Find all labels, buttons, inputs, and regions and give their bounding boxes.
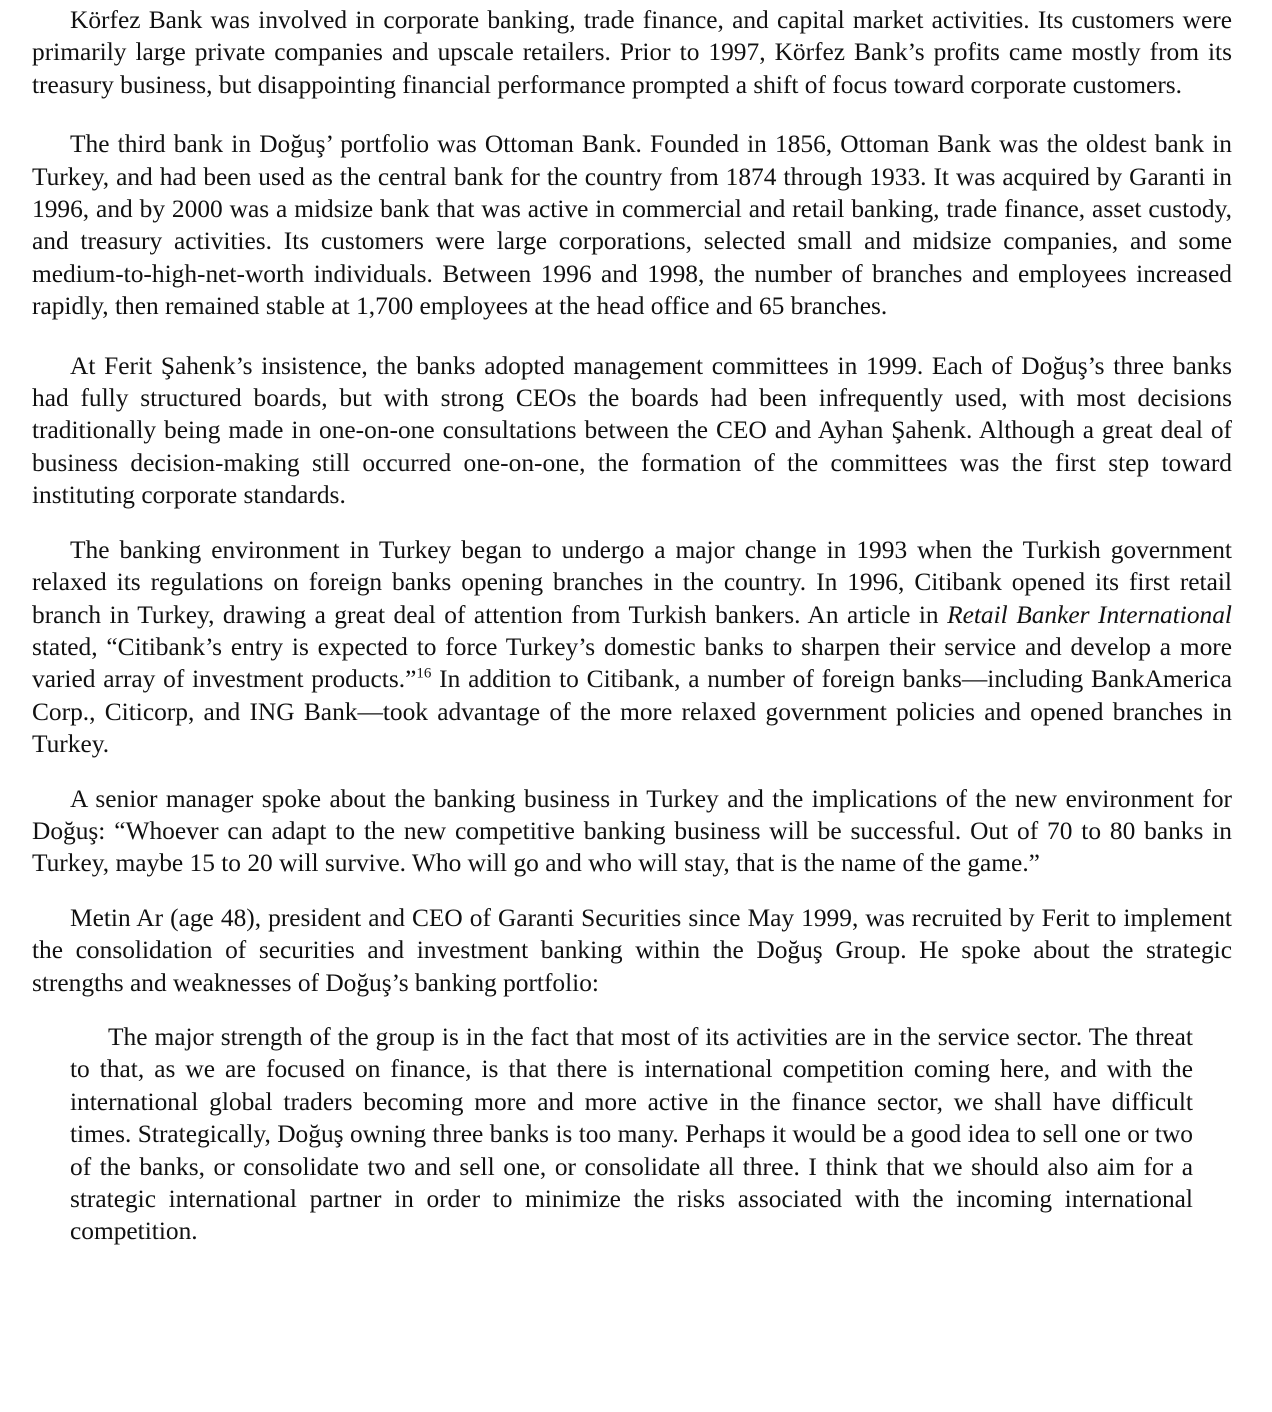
foreign-banks-text: In addition to Citibank, a number of foreign banks—including BankAmerica Corp., Citicorp, and ING Bank—took advantage of the more relaxed government policies and opened branches in Turkey. [32, 665, 1233, 759]
paragraph-metin-ar: Metin Ar (age 48), president and CEO of Garanti Securities since May 1999, was recruited by Ferit to implement the consolidation of securities and investment banking within the Doğuş Group. He spoke about the strategic strengths and weaknesses of Doğuş’s banking portfolio: [32, 903, 1232, 997]
document-page [32, 4, 1232, 1248]
banking-environment-text-start: The banking environment in Turkey began to undergo a major change in 1993 when the Turkish government relaxed its regulations on foreign banks opening branches in the country. In 1996, Citibank opened its first retail branch in Turkey, drawing a great deal of attention from Turkish bankers. An article in [32, 535, 1232, 629]
block-quote-metin-ar: The major strength of the group is in the fact that most of its activities are in the service sector. The threat to that, as we are focused on finance, is that there is international competition coming here, and with the international global traders becoming more and more active in the finance sector, we shall have difficult times. Strategically, Doğuş owning three banks is too many. Perhaps it would be a good idea to sell one or two of the banks, or consolidate two and sell one, or consolidate all three. I think that we should also aim for a strategic international partner in order to minimize the risks associated with the incoming international competition. [70, 1022, 1193, 1246]
publication-title: Retail Banker International [947, 600, 1232, 629]
paragraph-management-committees: At Ferit Şahenk’s insistence, the banks adopted management committees in 1999. Each of Doğuş’s three banks had fully structured boards, but with strong CEOs the boards had been infrequently used, with most decisions traditionally being made in one-on-one consultations between the CEO and Ayhan Şahenk. Although a great deal of business decision-making still occurred one-on-one, the formation of the committees was the first step toward instituting corporate standards. [32, 351, 1232, 510]
paragraph-korfez-bank: Körfez Bank was involved in corporate banking, trade finance, and capital market activities. Its customers were primarily large private companies and upscale retailers. Prior to 1997, Körfez Bank’s profits came mostly from its treasury business, but disappointing financial performance prompted a shift of focus toward corporate customers. [32, 6, 1232, 99]
footnote-marker: 16 [416, 665, 432, 682]
paragraph-ottoman-bank: The third bank in Doğuş’ portfolio was Ottoman Bank. Founded in 1856, Ottoman Bank was the oldest bank in Turkey, and had been used as the central bank for the country from 1874 through 1933. It was acquired by Garanti in 1996, and by 2000 was a midsize bank that was active in commercial and retail banking, trade finance, asset custody, and treasury activities. Its customers were large corporations, selected small and midsize companies, and some medium-to-high-net-worth individuals. Between 1996 and 1998, the number of branches and employees increased rapidly, then remained stable at 1,700 employees at the head office and 65 branches. [32, 130, 1232, 321]
paragraph-senior-manager: A senior manager spoke about the banking business in Turkey and the implications of the new environment for Doğuş: “Whoever can adapt to the new competitive banking business will be successful. Out of 70 to 80 banks in Turkey, maybe 15 to 20 will survive. Who will go and who will stay, that is the name of the game.” [32, 784, 1232, 878]
paragraph-banking-environment [32, 534, 1232, 761]
citibank-quote-text: stated, “Citibank’s entry is expected to force Turkey’s domestic banks to sharpen their service and develop a more varied array of investment products.” [32, 632, 1232, 694]
